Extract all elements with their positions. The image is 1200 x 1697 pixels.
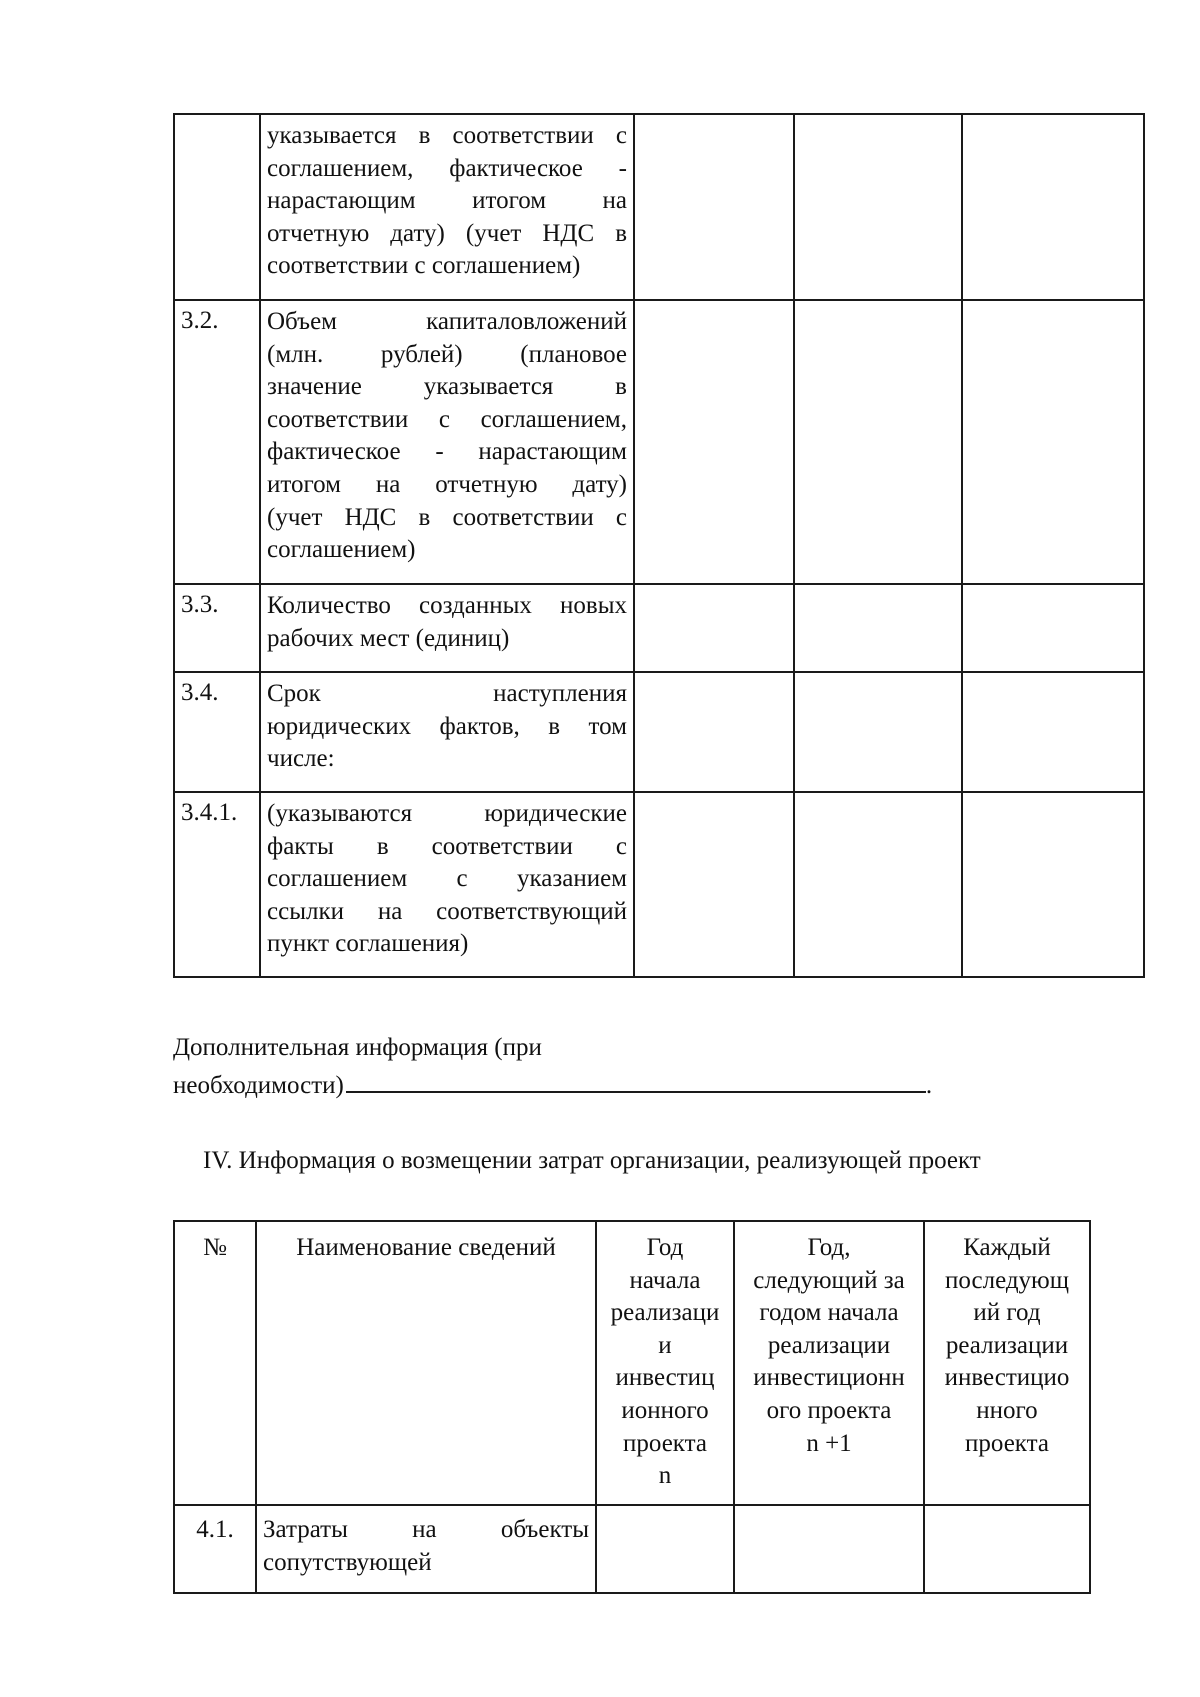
value-cell	[634, 672, 794, 792]
value-cell	[634, 792, 794, 977]
value-cell	[794, 672, 962, 792]
cost-reimbursement-table	[173, 1220, 1091, 1594]
additional-info-line1: Дополнительная информация (при	[173, 1034, 542, 1061]
header-each-subsequent-year: Каждый последующ ий год реализации инвестицио нного проекта	[924, 1221, 1090, 1505]
table-row	[174, 792, 1144, 977]
value-cell	[794, 584, 962, 672]
value-cell	[596, 1505, 734, 1593]
additional-info-line2: необходимости) .	[173, 1065, 1073, 1103]
value-cell	[794, 114, 962, 300]
row-number: 3.2.	[174, 300, 260, 584]
value-cell	[962, 584, 1144, 672]
header-next-year: Год, следующий за годом начала реализации инвестиционн ого проекта n +1	[734, 1221, 924, 1505]
row-description: (указываются юридические факты в соответствии с соглашением с указанием ссылки на соответствующий пункт соглашения)	[260, 792, 634, 977]
value-cell	[962, 114, 1144, 300]
row-number: 4.1.	[174, 1505, 256, 1593]
value-cell	[634, 114, 794, 300]
row-number: 3.4.	[174, 672, 260, 792]
value-cell	[962, 672, 1144, 792]
table-row	[174, 114, 1144, 300]
header-start-year: Год начала реализаци и инвестиц ионного проекта n	[596, 1221, 734, 1505]
indicators-table	[173, 113, 1145, 978]
value-cell	[962, 300, 1144, 584]
header-name: Наименование сведений	[256, 1221, 596, 1505]
row-description: Количество созданных новых рабочих мест (единиц)	[260, 584, 634, 672]
row-description: Срок наступления юридических фактов, в том числе:	[260, 672, 634, 792]
row-description: Объем капиталовложений (млн. рублей) (плановое значение указывается в соответствии с соглашением, фактическое - нарастающим итогом на отчетную дату) (учет НДС в соответствии с соглашением)	[260, 300, 634, 584]
row-description: указывается в соответствии с соглашением, фактическое - нарастающим итогом на отчетную дату) (учет НДС в соответствии с соглашением)	[260, 114, 634, 300]
additional-info	[173, 1030, 1073, 1103]
value-cell	[794, 300, 962, 584]
section-title: IV. Информация о возмещении затрат организации, реализующей проект	[203, 1147, 981, 1174]
value-cell	[962, 792, 1144, 977]
row-description: Затраты на объекты сопутствующей	[256, 1505, 596, 1593]
header-number: №	[174, 1221, 256, 1505]
value-cell	[634, 584, 794, 672]
value-cell	[734, 1505, 924, 1593]
header-row	[174, 1221, 1090, 1505]
row-number	[174, 114, 260, 300]
table-row	[174, 672, 1144, 792]
row-number: 3.4.1.	[174, 792, 260, 977]
table-row	[174, 300, 1144, 584]
value-cell	[794, 792, 962, 977]
row-number: 3.3.	[174, 584, 260, 672]
value-cell	[634, 300, 794, 584]
table-row	[174, 1505, 1090, 1593]
fill-in-underline[interactable]	[346, 1065, 926, 1093]
table-row	[174, 584, 1144, 672]
value-cell	[924, 1505, 1090, 1593]
